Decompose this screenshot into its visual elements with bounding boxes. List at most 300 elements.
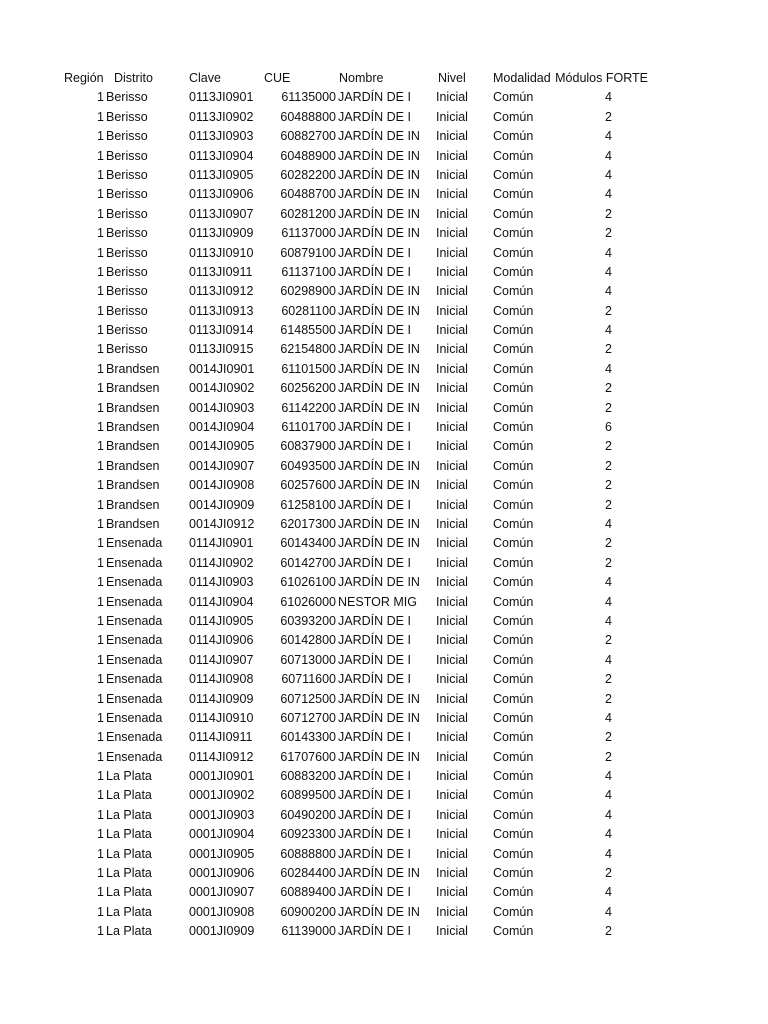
cell-distrito: La Plata bbox=[106, 827, 152, 842]
cell-nivel: Inicial bbox=[436, 807, 468, 822]
cell-cue: 60713000 bbox=[280, 652, 336, 667]
cell-nombre: JARDÍN DE IN bbox=[338, 575, 420, 590]
cell-nivel: Inicial bbox=[436, 187, 468, 202]
cell-modulos: 2 bbox=[605, 672, 612, 687]
cell-distrito: La Plata bbox=[106, 904, 152, 919]
header-modulos-label: Módulos FORTE bbox=[555, 71, 648, 85]
cell-distrito: La Plata bbox=[106, 769, 152, 784]
cell-modulos: 4 bbox=[605, 807, 612, 822]
cell-nombre: JARDÍN DE IN bbox=[338, 167, 420, 182]
cell-modulos: 4 bbox=[605, 613, 612, 628]
cell-nombre: JARDÍN DE I bbox=[338, 109, 411, 124]
cell-modalidad: Común bbox=[493, 439, 534, 454]
cell-modalidad: Común bbox=[493, 323, 534, 338]
cell-clave: 0113JI0903 bbox=[189, 129, 254, 144]
cell-modalidad: Común bbox=[493, 226, 534, 241]
cell-modulos: 2 bbox=[605, 749, 612, 764]
cell-distrito: Ensenada bbox=[106, 536, 163, 551]
cell-modalidad: Común bbox=[493, 885, 534, 900]
cell-cue: 61135000 bbox=[281, 90, 336, 105]
cell-modulos: 2 bbox=[605, 109, 612, 124]
table-row bbox=[0, 147, 768, 166]
cell-modalidad: Común bbox=[493, 769, 534, 784]
cell-clave: 0114JI0910 bbox=[189, 710, 254, 725]
cell-nivel: Inicial bbox=[436, 109, 468, 124]
cell-modalidad: Común bbox=[493, 749, 534, 764]
cell-modalidad: Común bbox=[493, 575, 534, 590]
cell-distrito: Brandsen bbox=[106, 478, 160, 493]
cell-modalidad: Común bbox=[493, 458, 534, 473]
cell-nivel: Inicial bbox=[436, 400, 468, 415]
cell-modulos: 2 bbox=[605, 458, 612, 473]
cell-nivel: Inicial bbox=[436, 148, 468, 163]
cell-clave: 0114JI0906 bbox=[189, 633, 254, 648]
cell-nivel: Inicial bbox=[436, 633, 468, 648]
cell-region: 1 bbox=[97, 381, 104, 396]
cell-modulos: 4 bbox=[605, 575, 612, 590]
cell-modalidad: Común bbox=[493, 613, 534, 628]
cell-region: 1 bbox=[97, 516, 104, 531]
cell-clave: 0014JI0901 bbox=[189, 361, 255, 376]
cell-distrito: Brandsen bbox=[106, 439, 160, 454]
cell-nivel: Inicial bbox=[436, 303, 468, 318]
cell-nivel: Inicial bbox=[436, 361, 468, 376]
cell-clave: 0113JI0905 bbox=[189, 167, 254, 182]
cell-modulos: 4 bbox=[605, 788, 612, 803]
cell-modalidad: Común bbox=[493, 284, 534, 299]
cell-distrito: Brandsen bbox=[106, 458, 160, 473]
cell-nombre: JARDÍN DE I bbox=[338, 90, 411, 105]
cell-clave: 0001JI0908 bbox=[189, 904, 255, 919]
cell-cue: 60257600 bbox=[280, 478, 336, 493]
cell-region: 1 bbox=[97, 866, 104, 881]
cell-cue: 60143300 bbox=[280, 730, 336, 745]
table-row bbox=[0, 127, 768, 146]
cell-nivel: Inicial bbox=[436, 594, 468, 609]
table-row bbox=[0, 922, 768, 941]
cell-cue: 60393200 bbox=[280, 613, 336, 628]
table-body bbox=[0, 88, 768, 941]
cell-nombre: JARDÍN DE I bbox=[338, 439, 411, 454]
cell-modulos: 2 bbox=[605, 303, 612, 318]
cell-modulos: 4 bbox=[605, 846, 612, 861]
cell-modulos: 2 bbox=[605, 381, 612, 396]
cell-nivel: Inicial bbox=[436, 245, 468, 260]
cell-modulos: 2 bbox=[605, 555, 612, 570]
cell-cue: 61485500 bbox=[280, 323, 336, 338]
table-row bbox=[0, 496, 768, 515]
table-row bbox=[0, 593, 768, 612]
cell-modalidad: Común bbox=[493, 691, 534, 706]
cell-cue: 61707600 bbox=[280, 749, 336, 764]
cell-clave: 0113JI0906 bbox=[189, 187, 254, 202]
cell-nombre: JARDÍN DE IN bbox=[338, 458, 420, 473]
cell-modulos: 4 bbox=[605, 885, 612, 900]
cell-distrito: Berisso bbox=[106, 206, 148, 221]
table-row bbox=[0, 651, 768, 670]
cell-clave: 0113JI0902 bbox=[189, 109, 254, 124]
cell-cue: 60282200 bbox=[280, 167, 336, 182]
cell-region: 1 bbox=[97, 497, 104, 512]
cell-modalidad: Común bbox=[493, 206, 534, 221]
cell-modalidad: Común bbox=[493, 109, 534, 124]
cell-nombre: JARDÍN DE I bbox=[338, 497, 411, 512]
cell-clave: 0014JI0909 bbox=[189, 497, 255, 512]
cell-nivel: Inicial bbox=[436, 691, 468, 706]
cell-cue: 60493500 bbox=[280, 458, 336, 473]
cell-region: 1 bbox=[97, 342, 104, 357]
table-row bbox=[0, 399, 768, 418]
cell-nivel: Inicial bbox=[436, 575, 468, 590]
cell-nivel: Inicial bbox=[436, 924, 468, 939]
cell-modulos: 4 bbox=[605, 90, 612, 105]
cell-nombre: JARDÍN DE IN bbox=[338, 710, 420, 725]
cell-modulos: 6 bbox=[605, 420, 612, 435]
cell-distrito: Ensenada bbox=[106, 652, 163, 667]
cell-modulos: 2 bbox=[605, 633, 612, 648]
cell-nivel: Inicial bbox=[436, 749, 468, 764]
cell-nombre: JARDÍN DE I bbox=[338, 827, 411, 842]
cell-distrito: Ensenada bbox=[106, 555, 163, 570]
cell-nivel: Inicial bbox=[436, 167, 468, 182]
cell-modalidad: Común bbox=[493, 730, 534, 745]
cell-clave: 0113JI0912 bbox=[189, 284, 254, 299]
cell-modalidad: Común bbox=[493, 536, 534, 551]
cell-cue: 62017300 bbox=[280, 516, 336, 531]
cell-modulos: 4 bbox=[605, 361, 612, 376]
cell-clave: 0114JI0911 bbox=[189, 730, 253, 745]
cell-region: 1 bbox=[97, 730, 104, 745]
cell-region: 1 bbox=[97, 400, 104, 415]
cell-cue: 60142700 bbox=[280, 555, 336, 570]
cell-distrito: La Plata bbox=[106, 885, 152, 900]
cell-nombre: JARDÍN DE IN bbox=[338, 206, 420, 221]
cell-distrito: Berisso bbox=[106, 284, 148, 299]
table-row bbox=[0, 573, 768, 592]
cell-clave: 0014JI0905 bbox=[189, 439, 255, 454]
cell-cue: 60899500 bbox=[280, 788, 336, 803]
cell-modulos: 4 bbox=[605, 827, 612, 842]
cell-modulos: 2 bbox=[605, 206, 612, 221]
cell-cue: 61137100 bbox=[281, 264, 336, 279]
cell-nivel: Inicial bbox=[436, 788, 468, 803]
cell-region: 1 bbox=[97, 439, 104, 454]
cell-distrito: Ensenada bbox=[106, 691, 163, 706]
table-row bbox=[0, 728, 768, 747]
cell-clave: 0113JI0915 bbox=[189, 342, 254, 357]
cell-nivel: Inicial bbox=[436, 885, 468, 900]
cell-region: 1 bbox=[97, 807, 104, 822]
cell-modalidad: Común bbox=[493, 342, 534, 357]
cell-cue: 60712700 bbox=[280, 710, 336, 725]
cell-modalidad: Común bbox=[493, 400, 534, 415]
cell-region: 1 bbox=[97, 691, 104, 706]
table-row bbox=[0, 437, 768, 456]
cell-modalidad: Común bbox=[493, 827, 534, 842]
cell-region: 1 bbox=[97, 226, 104, 241]
cell-modalidad: Común bbox=[493, 555, 534, 570]
header-distrito: Distrito bbox=[114, 71, 153, 85]
table-row bbox=[0, 786, 768, 805]
cell-modulos: 2 bbox=[605, 691, 612, 706]
table-row bbox=[0, 515, 768, 534]
cell-clave: 0113JI0907 bbox=[189, 206, 254, 221]
cell-region: 1 bbox=[97, 594, 104, 609]
cell-distrito: Brandsen bbox=[106, 516, 160, 531]
cell-region: 1 bbox=[97, 109, 104, 124]
table-row bbox=[0, 534, 768, 553]
cell-modulos: 4 bbox=[605, 594, 612, 609]
table-row bbox=[0, 360, 768, 379]
cell-region: 1 bbox=[97, 749, 104, 764]
cell-distrito: Brandsen bbox=[106, 420, 160, 435]
cell-region: 1 bbox=[97, 904, 104, 919]
table-row bbox=[0, 748, 768, 767]
cell-modulos: 4 bbox=[605, 167, 612, 182]
cell-nombre: JARDÍN DE IN bbox=[338, 866, 420, 881]
cell-distrito: Ensenada bbox=[106, 633, 163, 648]
cell-nivel: Inicial bbox=[436, 613, 468, 628]
cell-modulos: 2 bbox=[605, 536, 612, 551]
cell-clave: 0001JI0902 bbox=[189, 788, 255, 803]
header-row bbox=[0, 69, 768, 88]
cell-clave: 0014JI0908 bbox=[189, 478, 255, 493]
cell-nombre: JARDÍN DE IN bbox=[338, 342, 420, 357]
cell-region: 1 bbox=[97, 187, 104, 202]
cell-nombre: JARDÍN DE IN bbox=[338, 303, 420, 318]
table-row bbox=[0, 670, 768, 689]
cell-region: 1 bbox=[97, 613, 104, 628]
cell-modalidad: Común bbox=[493, 672, 534, 687]
cell-clave: 0014JI0912 bbox=[189, 516, 255, 531]
cell-cue: 60256200 bbox=[280, 381, 336, 396]
cell-region: 1 bbox=[97, 478, 104, 493]
table-row bbox=[0, 825, 768, 844]
cell-modalidad: Común bbox=[493, 167, 534, 182]
cell-modalidad: Común bbox=[493, 497, 534, 512]
cell-cue: 60889400 bbox=[280, 885, 336, 900]
header-nivel: Nivel bbox=[438, 71, 466, 85]
table-row bbox=[0, 224, 768, 243]
cell-modalidad: Común bbox=[493, 924, 534, 939]
table-row bbox=[0, 767, 768, 786]
header-clave: Clave bbox=[189, 71, 221, 85]
cell-cue: 61026000 bbox=[280, 594, 336, 609]
cell-modulos: 4 bbox=[605, 323, 612, 338]
cell-modalidad: Común bbox=[493, 710, 534, 725]
table-row bbox=[0, 554, 768, 573]
cell-clave: 0114JI0904 bbox=[189, 594, 254, 609]
cell-distrito: La Plata bbox=[106, 924, 152, 939]
cell-modalidad: Común bbox=[493, 303, 534, 318]
cell-modulos: 2 bbox=[605, 924, 612, 939]
cell-region: 1 bbox=[97, 924, 104, 939]
cell-region: 1 bbox=[97, 672, 104, 687]
cell-distrito: Brandsen bbox=[106, 497, 160, 512]
cell-clave: 0114JI0908 bbox=[189, 672, 254, 687]
cell-cue: 61101500 bbox=[281, 361, 336, 376]
cell-cue: 60281100 bbox=[281, 303, 336, 318]
cell-nombre: JARDÍN DE IN bbox=[338, 187, 420, 202]
cell-modulos: 2 bbox=[605, 226, 612, 241]
cell-modulos: 4 bbox=[605, 769, 612, 784]
cell-modalidad: Común bbox=[493, 187, 534, 202]
cell-nombre: JARDÍN DE IN bbox=[338, 691, 420, 706]
cell-distrito: Brandsen bbox=[106, 361, 160, 376]
cell-nivel: Inicial bbox=[436, 90, 468, 105]
cell-distrito: Brandsen bbox=[106, 400, 160, 415]
header-nombre: Nombre bbox=[339, 71, 384, 85]
cell-nivel: Inicial bbox=[436, 420, 468, 435]
cell-cue: 60143400 bbox=[280, 536, 336, 551]
table-row bbox=[0, 244, 768, 263]
cell-cue: 60281200 bbox=[280, 206, 336, 221]
cell-distrito: Berisso bbox=[106, 342, 148, 357]
cell-nombre: JARDÍN DE I bbox=[338, 264, 411, 279]
cell-clave: 0114JI0912 bbox=[189, 749, 254, 764]
cell-region: 1 bbox=[97, 458, 104, 473]
cell-nombre: JARDÍN DE IN bbox=[338, 749, 420, 764]
cell-cue: 60879100 bbox=[280, 245, 336, 260]
cell-nivel: Inicial bbox=[436, 769, 468, 784]
cell-region: 1 bbox=[97, 206, 104, 221]
cell-nivel: Inicial bbox=[436, 710, 468, 725]
cell-nivel: Inicial bbox=[436, 342, 468, 357]
cell-distrito: Berisso bbox=[106, 187, 148, 202]
cell-modalidad: Común bbox=[493, 264, 534, 279]
table-row bbox=[0, 340, 768, 359]
cell-modulos: 2 bbox=[605, 342, 612, 357]
cell-nombre: JARDÍN DE I bbox=[338, 769, 411, 784]
cell-region: 1 bbox=[97, 827, 104, 842]
cell-distrito: Berisso bbox=[106, 303, 148, 318]
cell-distrito: Berisso bbox=[106, 148, 148, 163]
cell-nombre: JARDÍN DE IN bbox=[338, 361, 420, 376]
cell-modalidad: Común bbox=[493, 807, 534, 822]
cell-region: 1 bbox=[97, 420, 104, 435]
cell-modalidad: Común bbox=[493, 90, 534, 105]
cell-modulos: 4 bbox=[605, 284, 612, 299]
cell-nivel: Inicial bbox=[436, 827, 468, 842]
cell-distrito: Berisso bbox=[106, 129, 148, 144]
cell-region: 1 bbox=[97, 536, 104, 551]
cell-cue: 61139000 bbox=[281, 924, 336, 939]
cell-clave: 0014JI0903 bbox=[189, 400, 255, 415]
table-row bbox=[0, 612, 768, 631]
cell-distrito: Berisso bbox=[106, 167, 148, 182]
table-row bbox=[0, 806, 768, 825]
cell-cue: 61137000 bbox=[281, 226, 336, 241]
cell-modalidad: Común bbox=[493, 129, 534, 144]
table-row bbox=[0, 302, 768, 321]
cell-distrito: La Plata bbox=[106, 846, 152, 861]
table-row bbox=[0, 108, 768, 127]
cell-modalidad: Común bbox=[493, 361, 534, 376]
cell-clave: 0114JI0905 bbox=[189, 613, 254, 628]
cell-clave: 0001JI0904 bbox=[189, 827, 255, 842]
cell-nivel: Inicial bbox=[436, 866, 468, 881]
cell-distrito: Berisso bbox=[106, 109, 148, 124]
cell-region: 1 bbox=[97, 129, 104, 144]
cell-nombre: JARDÍN DE I bbox=[338, 730, 411, 745]
cell-nombre: JARDÍN DE IN bbox=[338, 904, 420, 919]
cell-region: 1 bbox=[97, 885, 104, 900]
cell-clave: 0113JI0909 bbox=[189, 226, 254, 241]
cell-clave: 0001JI0901 bbox=[189, 769, 255, 784]
cell-nombre: JARDÍN DE I bbox=[338, 788, 411, 803]
cell-nombre: NESTOR MIG bbox=[338, 594, 417, 609]
cell-distrito: Berisso bbox=[106, 245, 148, 260]
cell-clave: 0001JI0909 bbox=[189, 924, 255, 939]
cell-nivel: Inicial bbox=[436, 555, 468, 570]
cell-clave: 0113JI0901 bbox=[189, 90, 254, 105]
cell-distrito: Ensenada bbox=[106, 672, 163, 687]
cell-distrito: La Plata bbox=[106, 866, 152, 881]
cell-nivel: Inicial bbox=[436, 652, 468, 667]
cell-nombre: JARDÍN DE IN bbox=[338, 284, 420, 299]
cell-nombre: JARDÍN DE I bbox=[338, 807, 411, 822]
cell-cue: 60298900 bbox=[280, 284, 336, 299]
cell-region: 1 bbox=[97, 633, 104, 648]
cell-nivel: Inicial bbox=[436, 536, 468, 551]
cell-modalidad: Común bbox=[493, 866, 534, 881]
table-row bbox=[0, 903, 768, 922]
cell-clave: 0114JI0907 bbox=[189, 652, 254, 667]
cell-distrito: Ensenada bbox=[106, 575, 163, 590]
cell-distrito: Ensenada bbox=[106, 710, 163, 725]
cell-region: 1 bbox=[97, 303, 104, 318]
cell-clave: 0113JI0913 bbox=[189, 303, 254, 318]
cell-modulos: 2 bbox=[605, 439, 612, 454]
cell-modulos: 4 bbox=[605, 129, 612, 144]
cell-modulos: 2 bbox=[605, 497, 612, 512]
cell-cue: 61026100 bbox=[280, 575, 336, 590]
table-row bbox=[0, 418, 768, 437]
cell-region: 1 bbox=[97, 710, 104, 725]
cell-region: 1 bbox=[97, 788, 104, 803]
cell-cue: 60837900 bbox=[280, 439, 336, 454]
table-row bbox=[0, 263, 768, 282]
cell-modalidad: Común bbox=[493, 478, 534, 493]
cell-nivel: Inicial bbox=[436, 904, 468, 919]
cell-nivel: Inicial bbox=[436, 672, 468, 687]
cell-distrito: Berisso bbox=[106, 226, 148, 241]
header-cue: CUE bbox=[264, 71, 291, 85]
cell-cue: 60490200 bbox=[280, 807, 336, 822]
cell-cue: 60712500 bbox=[280, 691, 336, 706]
cell-cue: 60900200 bbox=[280, 904, 336, 919]
cell-modalidad: Común bbox=[493, 381, 534, 396]
cell-clave: 0113JI0904 bbox=[189, 148, 254, 163]
cell-clave: 0014JI0907 bbox=[189, 458, 255, 473]
cell-nombre: JARDÍN DE IN bbox=[338, 129, 420, 144]
cell-cue: 60488800 bbox=[280, 109, 336, 124]
cell-cue: 60488700 bbox=[280, 187, 336, 202]
cell-nombre: JARDÍN DE I bbox=[338, 652, 411, 667]
cell-modalidad: Común bbox=[493, 904, 534, 919]
cell-modulos: 2 bbox=[605, 478, 612, 493]
cell-nivel: Inicial bbox=[436, 846, 468, 861]
cell-cue: 60142800 bbox=[280, 633, 336, 648]
cell-region: 1 bbox=[97, 167, 104, 182]
cell-distrito: Brandsen bbox=[106, 381, 160, 396]
header-region: Región bbox=[64, 71, 104, 85]
cell-modalidad: Común bbox=[493, 245, 534, 260]
cell-distrito: Ensenada bbox=[106, 749, 163, 764]
cell-region: 1 bbox=[97, 555, 104, 570]
cell-modalidad: Común bbox=[493, 846, 534, 861]
cell-clave: 0113JI0910 bbox=[189, 245, 254, 260]
